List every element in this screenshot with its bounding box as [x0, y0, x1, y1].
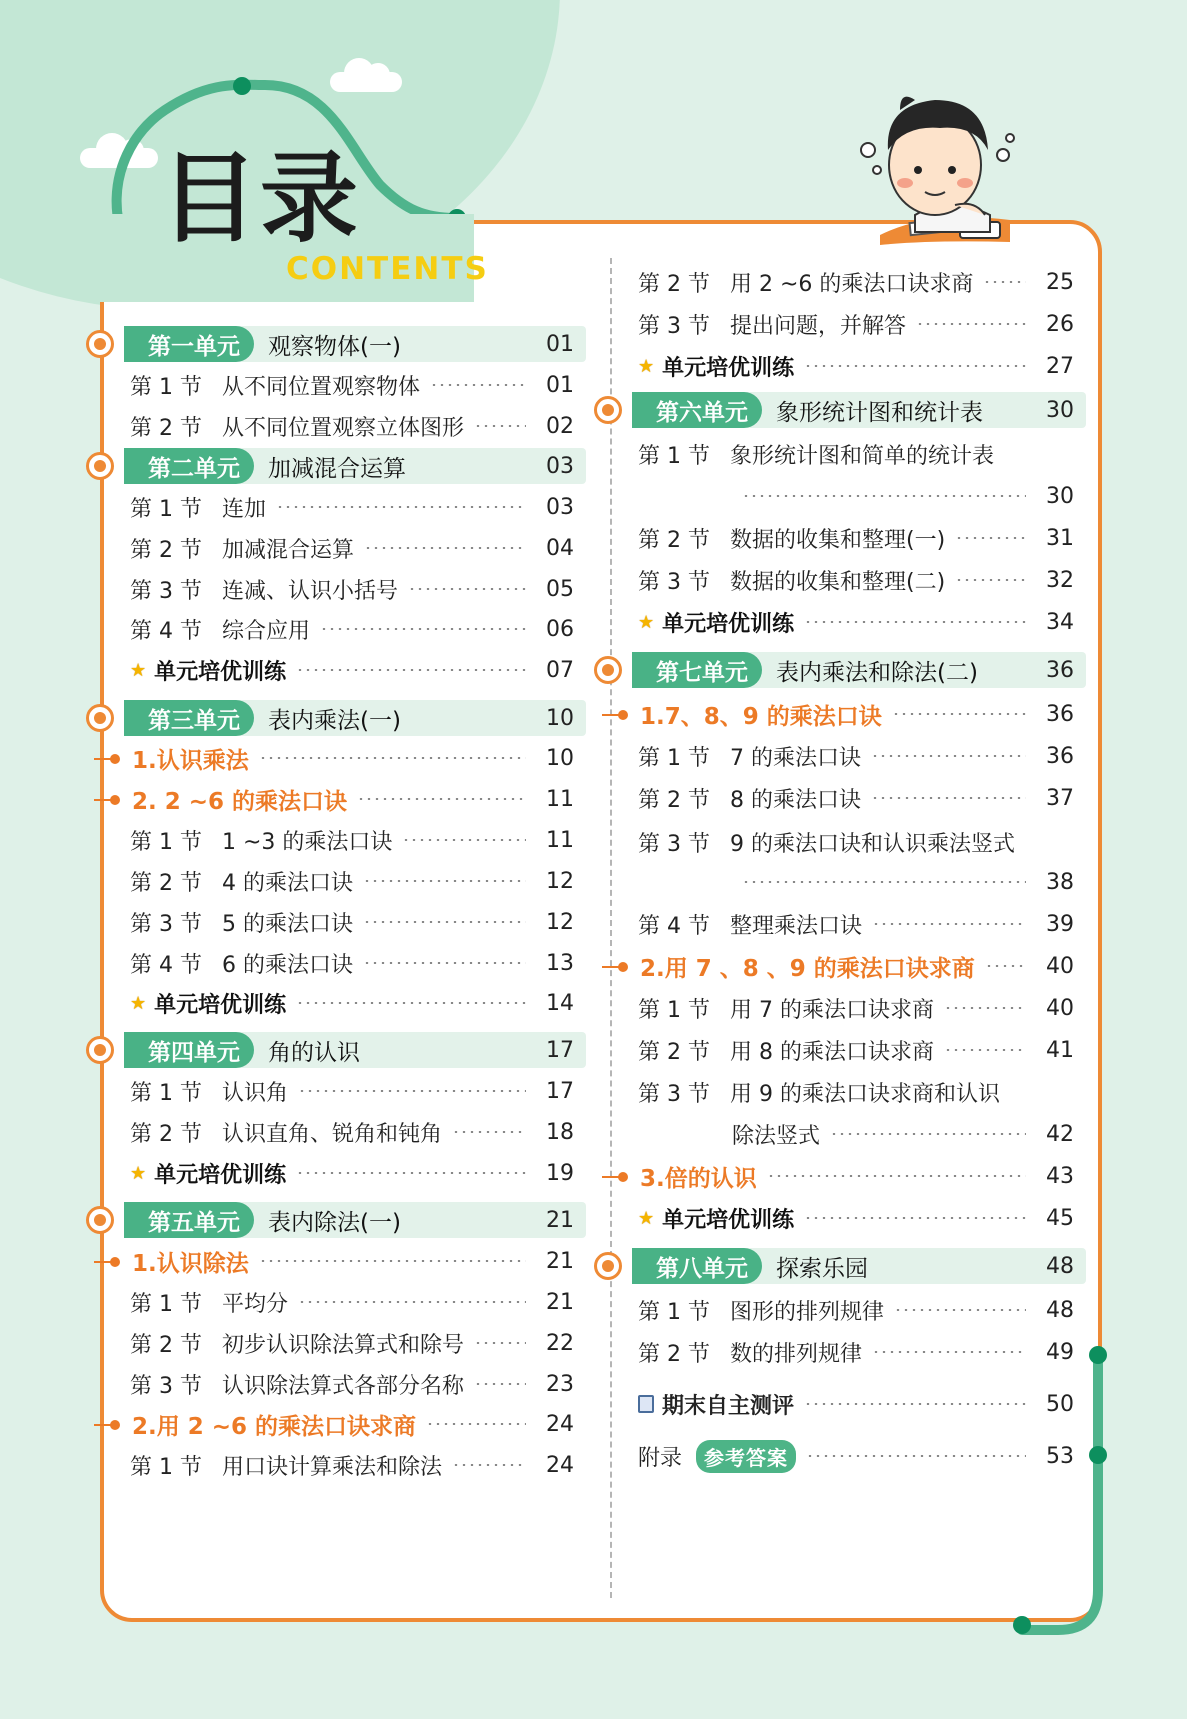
star-icon: ★ — [130, 659, 147, 681]
page-number: 06 — [546, 616, 574, 642]
star-icon: ★ — [638, 355, 655, 377]
section-title: 除法竖式 — [732, 1123, 821, 1149]
page-number: 40 — [1046, 995, 1074, 1021]
training-title: 单元培优训练 — [662, 1207, 795, 1233]
topic-title: 2.用 7 、8 、9 的乘法口诀求商 — [640, 955, 975, 982]
section-number: 第 2 节 — [638, 271, 710, 297]
unit-title: 探索乐园 — [776, 1255, 868, 1282]
section-number: 第 3 节 — [638, 831, 710, 857]
section-number: 第 1 节 — [638, 1299, 710, 1325]
page-number: 03 — [546, 494, 574, 520]
unit-title: 象形统计图和统计表 — [776, 399, 983, 426]
page-number: 41 — [1046, 1037, 1074, 1063]
section-title: 认识除法算式各部分名称 — [222, 1373, 465, 1399]
section-title: 象形统计图和简单的统计表 — [730, 443, 995, 469]
star-icon: ★ — [130, 992, 147, 1014]
page-number: 43 — [1046, 1163, 1074, 1189]
page-subtitle: CONTENTS — [286, 251, 489, 287]
unit-name: 第三单元 — [124, 700, 254, 736]
topic-title: 1.认识除法 — [132, 1250, 249, 1277]
unit-title: 表内乘法和除法(二) — [776, 659, 978, 686]
exam-title: 期末自主测评 — [662, 1393, 795, 1419]
page-number: 26 — [1046, 311, 1074, 337]
answer-key-badge: 参考答案 — [696, 1440, 796, 1473]
page-number: 19 — [546, 1160, 574, 1186]
page-number: 23 — [546, 1371, 574, 1397]
section-title: 用 9 的乘法口诀求商和认识 — [730, 1081, 1000, 1107]
topic-title: 1.7、8、9 的乘法口诀 — [640, 703, 882, 730]
section-number: 第 3 节 — [638, 1081, 710, 1107]
page-number: 31 — [1046, 525, 1074, 551]
topic-title: 2. 2 ~6 的乘法口诀 — [132, 788, 348, 815]
unit-title: 加减混合运算 — [268, 455, 406, 482]
page-number: 27 — [1046, 353, 1074, 379]
section-number: 第 3 节 — [638, 569, 710, 595]
page-number: 03 — [546, 453, 574, 479]
page-number: 34 — [1046, 609, 1074, 635]
section-number: 第 1 节 — [638, 745, 710, 771]
section-title: 平均分 — [222, 1291, 289, 1317]
topic-title: 3.倍的认识 — [640, 1165, 757, 1192]
section-title: 连加 — [222, 496, 267, 522]
section-title: 从不同位置观察立体图形 — [222, 415, 465, 441]
star-icon: ★ — [130, 1162, 147, 1184]
section-number: 第 4 节 — [130, 618, 202, 644]
section-title: 数据的收集和整理(二) — [730, 569, 946, 595]
unit-name: 第一单元 — [124, 326, 254, 362]
page-number: 25 — [1046, 269, 1074, 295]
page-number: 14 — [546, 990, 574, 1016]
section-title: 用口诀计算乘法和除法 — [222, 1454, 443, 1480]
section-title: 用 7 的乘法口诀求商 — [730, 997, 934, 1023]
section-title: 提出问题，并解答 — [730, 313, 907, 339]
page-number: 36 — [1046, 701, 1074, 727]
page-number: 21 — [546, 1289, 574, 1315]
page-number: 22 — [546, 1330, 574, 1356]
unit-name: 第五单元 — [124, 1202, 254, 1238]
training-title: 单元培优训练 — [154, 659, 287, 685]
page-number: 48 — [1046, 1297, 1074, 1323]
section-title: 数的排列规律 — [730, 1341, 863, 1367]
section-title: 1 ~3 的乘法口诀 — [222, 829, 393, 855]
page-number: 10 — [546, 705, 574, 731]
training-title: 单元培优训练 — [154, 1162, 287, 1188]
section-title: 连减、认识小括号 — [222, 578, 399, 604]
page-number: 24 — [546, 1411, 574, 1437]
star-icon: ★ — [638, 611, 655, 633]
page-number: 21 — [546, 1207, 574, 1233]
appendix-label: 附录 — [638, 1445, 683, 1471]
section-title: 从不同位置观察物体 — [222, 374, 421, 400]
section-title: 8 的乘法口诀 — [730, 787, 861, 813]
page-number: 24 — [546, 1452, 574, 1478]
section-title: 整理乘法口诀 — [730, 913, 863, 939]
page-number: 30 — [1046, 483, 1074, 509]
unit-name: 第七单元 — [632, 652, 762, 688]
page-number: 48 — [1046, 1253, 1074, 1279]
page-number: 38 — [1046, 869, 1074, 895]
section-title: 认识角 — [222, 1080, 289, 1106]
page-number: 02 — [546, 413, 574, 439]
page-number: 37 — [1046, 785, 1074, 811]
page-number: 50 — [1046, 1391, 1074, 1417]
page-number: 10 — [546, 745, 574, 771]
page-number: 18 — [546, 1119, 574, 1145]
unit-title: 表内除法(一) — [268, 1209, 401, 1236]
page-number: 12 — [546, 909, 574, 935]
unit-title: 角的认识 — [268, 1039, 360, 1066]
section-number: 第 1 节 — [130, 1291, 202, 1317]
section-number: 第 1 节 — [130, 374, 202, 400]
section-number: 第 4 节 — [130, 952, 202, 978]
page-number: 36 — [1046, 657, 1074, 683]
page-number: 21 — [546, 1248, 574, 1274]
section-title: 用 8 的乘法口诀求商 — [730, 1039, 934, 1065]
page-number: 01 — [546, 372, 574, 398]
section-number: 第 2 节 — [130, 870, 202, 896]
unit-name: 第六单元 — [632, 392, 762, 428]
page-title: 目录 — [160, 142, 361, 256]
section-number: 第 1 节 — [130, 496, 202, 522]
section-number: 第 3 节 — [130, 578, 202, 604]
unit-title: 表内乘法(一) — [268, 707, 401, 734]
unit-name: 第二单元 — [124, 448, 254, 484]
page-number: 05 — [546, 576, 574, 602]
section-number: 第 2 节 — [130, 415, 202, 441]
page-number: 45 — [1046, 1205, 1074, 1231]
section-title: 6 的乘法口诀 — [222, 952, 353, 978]
training-title: 单元培优训练 — [154, 992, 287, 1018]
section-title: 9 的乘法口诀和认识乘法竖式 — [730, 831, 1015, 857]
section-number: 第 2 节 — [130, 1121, 202, 1147]
section-title: 加减混合运算 — [222, 537, 355, 563]
section-number: 第 3 节 — [638, 313, 710, 339]
page-number: 49 — [1046, 1339, 1074, 1365]
section-number: 第 1 节 — [638, 443, 710, 469]
section-title: 7 的乘法口诀 — [730, 745, 861, 771]
section-title: 4 的乘法口诀 — [222, 870, 353, 896]
section-number: 第 2 节 — [638, 787, 710, 813]
unit-name: 第四单元 — [124, 1032, 254, 1068]
page-number: 39 — [1046, 911, 1074, 937]
section-number: 第 3 节 — [130, 1373, 202, 1399]
section-number: 第 1 节 — [130, 829, 202, 855]
page-number: 01 — [546, 331, 574, 357]
page-number: 40 — [1046, 953, 1074, 979]
page-number: 17 — [546, 1078, 574, 1104]
section-title: 初步认识除法算式和除号 — [222, 1332, 465, 1358]
page-number: 11 — [546, 827, 574, 853]
section-title: 综合应用 — [222, 618, 311, 644]
page-number: 12 — [546, 868, 574, 894]
page-number: 17 — [546, 1037, 574, 1063]
star-icon: ★ — [638, 1207, 655, 1229]
training-title: 单元培优训练 — [662, 611, 795, 637]
section-number: 第 1 节 — [130, 1454, 202, 1480]
section-title: 数据的收集和整理(一) — [730, 527, 946, 553]
section-title: 5 的乘法口诀 — [222, 911, 353, 937]
section-number: 第 1 节 — [638, 997, 710, 1023]
section-number: 第 2 节 — [638, 1341, 710, 1367]
section-number: 第 2 节 — [638, 1039, 710, 1065]
page-number: 04 — [546, 535, 574, 561]
training-title: 单元培优训练 — [662, 355, 795, 381]
page-number: 36 — [1046, 743, 1074, 769]
section-title: 用 2 ~6 的乘法口诀求商 — [730, 271, 974, 297]
unit-name: 第八单元 — [632, 1248, 762, 1284]
page-number: 07 — [546, 657, 574, 683]
section-number: 第 3 节 — [130, 911, 202, 937]
page-number: 53 — [1046, 1443, 1074, 1469]
page-number: 30 — [1046, 397, 1074, 423]
section-number: 第 2 节 — [638, 527, 710, 553]
section-number: 第 2 节 — [130, 537, 202, 563]
unit-title: 观察物体(一) — [268, 333, 401, 360]
section-title: 图形的排列规律 — [730, 1299, 885, 1325]
page-number: 11 — [546, 786, 574, 812]
topic-title: 2.用 2 ~6 的乘法口诀求商 — [132, 1413, 417, 1440]
page-number: 32 — [1046, 567, 1074, 593]
topic-title: 1.认识乘法 — [132, 747, 249, 774]
section-title: 认识直角、锐角和钝角 — [222, 1121, 443, 1147]
section-number: 第 1 节 — [130, 1080, 202, 1106]
page-number: 42 — [1046, 1121, 1074, 1147]
section-number: 第 4 节 — [638, 913, 710, 939]
page-number: 13 — [546, 950, 574, 976]
section-number: 第 2 节 — [130, 1332, 202, 1358]
